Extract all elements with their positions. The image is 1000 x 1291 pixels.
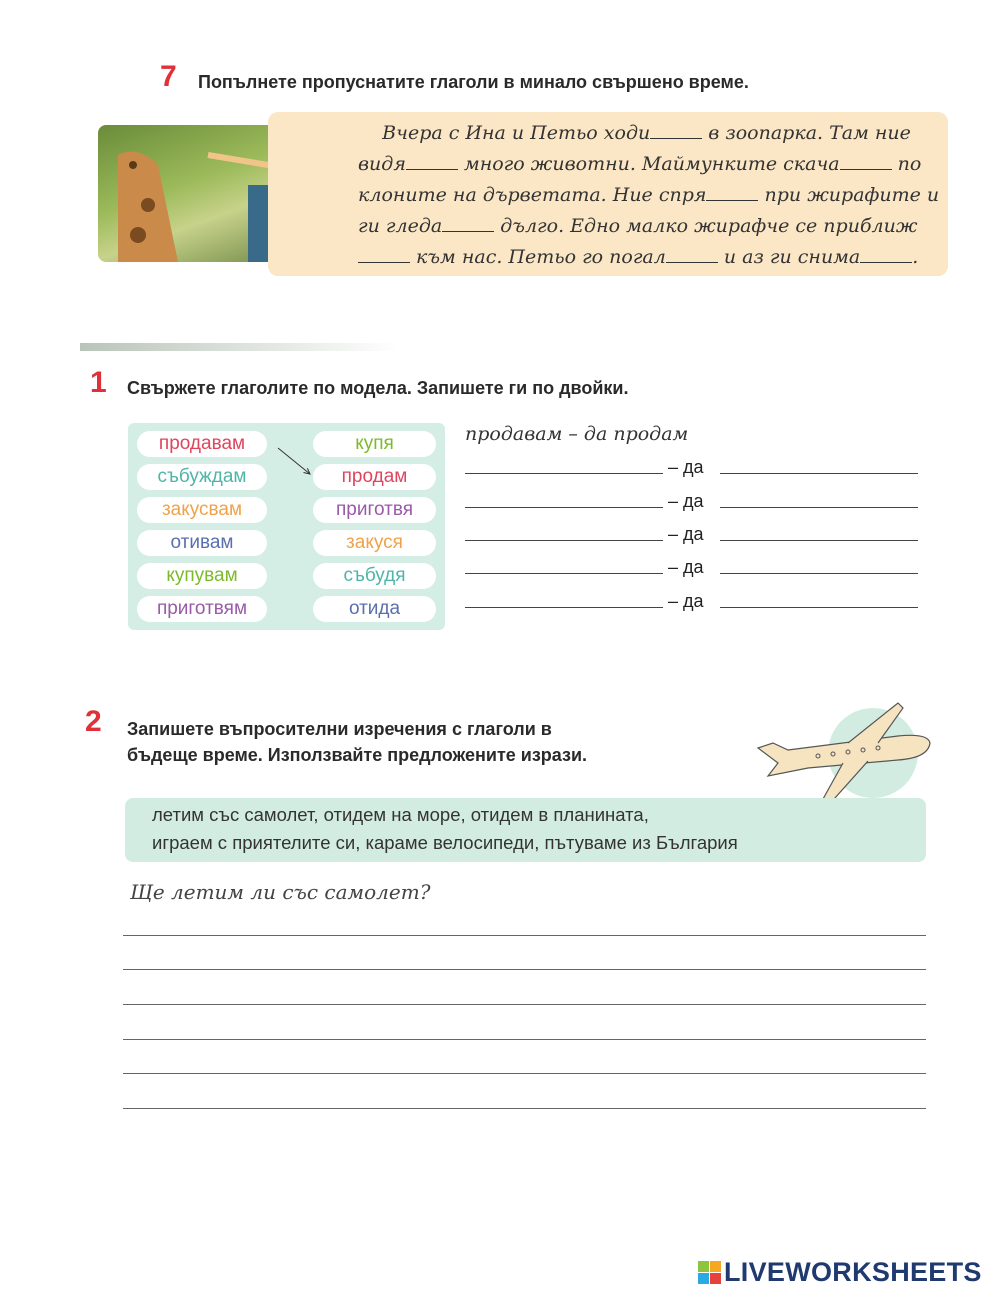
story-segment: много животни. Маймунките скача xyxy=(463,153,840,175)
answer-input-perfective[interactable] xyxy=(720,540,918,541)
answer-writing-line[interactable] xyxy=(123,1039,926,1040)
da-label: – да xyxy=(668,457,704,477)
answer-writing-line[interactable] xyxy=(123,1108,926,1109)
blank-input[interactable] xyxy=(666,248,718,263)
blank-input[interactable] xyxy=(706,186,758,201)
da-label: – да xyxy=(668,557,704,577)
left-verb-card[interactable]: отивам xyxy=(137,530,267,556)
logo-text: LIVEWORKSHEETS xyxy=(724,1257,982,1287)
answer-input-imperfective[interactable] xyxy=(465,607,663,608)
da-label: – да xyxy=(668,491,704,511)
left-verb-card[interactable]: приготвям xyxy=(137,596,267,622)
exercise-2-title-line1: Запишете въпросителни изречения с глаголи в xyxy=(127,719,552,739)
story-segment: Вчера с Ина и Петьо ходи xyxy=(382,122,651,144)
exercise-1-number: 1 xyxy=(90,366,107,399)
right-verb-card[interactable]: продам xyxy=(313,464,436,490)
word-box xyxy=(128,423,445,630)
left-verb-card[interactable]: продавам xyxy=(137,431,267,457)
example-answer: продавам – да продам xyxy=(465,423,689,445)
exercise-7-title: Попълнете пропуснатите глаголи в минало свършено време. xyxy=(198,72,749,92)
story-text xyxy=(358,118,943,273)
story-segment: в зоопарка. Там ние видя xyxy=(358,122,911,175)
answer-input-imperfective[interactable] xyxy=(465,507,663,508)
answer-input-imperfective[interactable] xyxy=(465,573,663,574)
phrases-box xyxy=(125,798,926,862)
phrases-line-1: летим със самолет, отидем на море, отидем в планината, xyxy=(152,804,649,825)
story-segment: дълго. Едно малко жирафче се приближ xyxy=(500,215,918,237)
answer-writing-line[interactable] xyxy=(123,1073,926,1074)
story-segment: по клоните на дърветата. Ние спря xyxy=(358,153,922,206)
story-segment: . xyxy=(912,246,919,268)
right-verb-card[interactable]: приготвя xyxy=(313,497,436,523)
left-verb-card[interactable]: закусвам xyxy=(137,497,267,523)
blank-input[interactable] xyxy=(860,248,912,263)
answer-input-imperfective[interactable] xyxy=(465,540,663,541)
story-segment: и аз ги снима xyxy=(723,246,861,268)
answer-writing-line[interactable] xyxy=(123,1004,926,1005)
blank-input[interactable] xyxy=(442,217,494,232)
exercise-2-number: 2 xyxy=(85,705,102,738)
da-label: – да xyxy=(668,524,704,544)
blank-input[interactable] xyxy=(406,155,458,170)
blank-input[interactable] xyxy=(358,248,410,263)
left-verb-card[interactable]: купувам xyxy=(137,563,267,589)
answer-writing-line[interactable] xyxy=(123,969,926,970)
right-verb-card[interactable]: отида xyxy=(313,596,436,622)
answer-input-imperfective[interactable] xyxy=(465,473,663,474)
right-verb-card[interactable]: закуся xyxy=(313,530,436,556)
story-segment: при жирафите и ги гледа xyxy=(358,184,940,237)
phrases-line-2: играем с приятелите си, караме велосипеди, пътуваме из България xyxy=(152,832,738,853)
exercise-1-title: Свържете глаголите по модела. Запишете ги по двойки. xyxy=(127,378,629,398)
live-badge-icon xyxy=(698,1261,721,1284)
airplane-icon xyxy=(748,698,938,813)
right-verb-card[interactable]: събудя xyxy=(313,563,436,589)
liveworksheets-logo xyxy=(698,1257,982,1288)
section-divider xyxy=(80,343,400,351)
da-label: – да xyxy=(668,591,704,611)
right-verb-card[interactable]: купя xyxy=(313,431,436,457)
exercise-2-title-line2: бъдеще време. Използвайте предложените изрази. xyxy=(127,745,588,765)
answer-input-perfective[interactable] xyxy=(720,607,918,608)
blank-input[interactable] xyxy=(840,155,892,170)
answer-input-perfective[interactable] xyxy=(720,507,918,508)
example-sentence: Ще летим ли със самолет? xyxy=(130,880,431,904)
answer-writing-line[interactable] xyxy=(123,935,926,936)
story-segment: към нас. Петьо го погал xyxy=(416,246,666,268)
answer-input-perfective[interactable] xyxy=(720,573,918,574)
exercise-7-number: 7 xyxy=(160,60,177,93)
blank-input[interactable] xyxy=(650,124,702,139)
answer-input-perfective[interactable] xyxy=(720,473,918,474)
left-verb-card[interactable]: събуждам xyxy=(137,464,267,490)
